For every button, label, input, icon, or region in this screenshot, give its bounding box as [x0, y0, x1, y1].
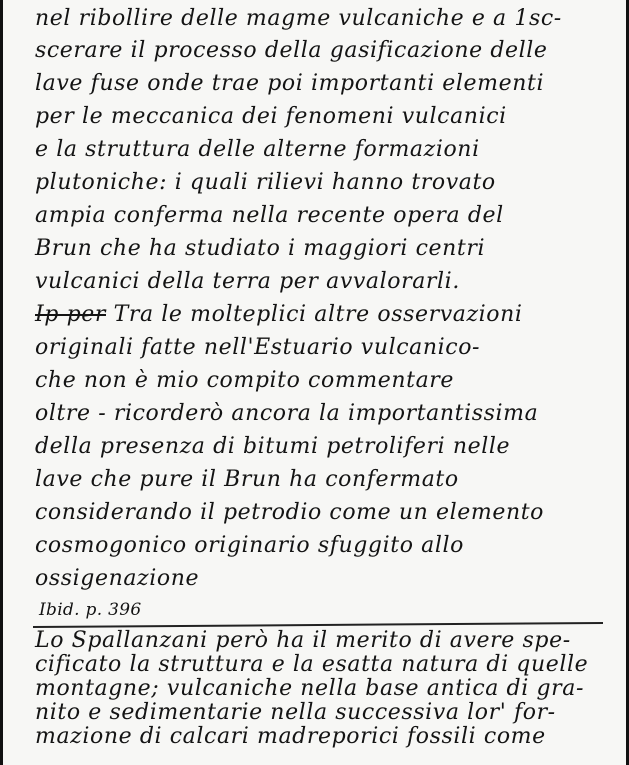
text-line-1: nel ribollire delle magme vulcaniche e a 1sc- [35, 6, 562, 31]
text-line-20: Lo Spallanzani però ha il merito di avere spe- [35, 628, 571, 653]
footnote-reference: Ibid. p. 396 [39, 600, 142, 620]
text-line-8: Brun che ha studiato i maggiori centri [35, 236, 486, 261]
text-line-22: montagne; vulcaniche nella base antica di gra- [35, 676, 585, 701]
text-line-4: per le meccanica dei fenomeni vulcanici [35, 104, 507, 129]
text-line-12: che non è mio compito commentare [35, 368, 455, 393]
text-line-23: nito e sedimentarie nella successiva lor' for- [35, 700, 556, 725]
text-line-21: cificato la struttura e la esatta natura di quelle [35, 652, 589, 677]
text-line-16: considerando il petrodio come un elemento [35, 500, 544, 525]
text-line-5: e la struttura delle alterne formazioni [35, 137, 480, 162]
text-line-24: mazione di calcari madreporici fossili come [35, 724, 546, 749]
text-line-9: vulcanici della terra per avvalorarli. [35, 269, 460, 294]
text-line-10-wrapper [35, 302, 523, 328]
text-line-6: plutoniche: i quali rilievi hanno trovato [35, 170, 496, 195]
text-line-3: lave fuse onde trae poi importanti elementi [35, 71, 545, 96]
text-line-18: ossigenazione [35, 566, 200, 591]
text-line-13: oltre - ricorderò ancora la importantissima [35, 401, 539, 426]
text-line-15: lave che pure il Brun ha confermato [35, 467, 459, 492]
text-line-10: Tra le molteplici altre osservazioni [113, 302, 523, 327]
text-line-7: ampia conferma nella recente opera del [35, 203, 504, 228]
text-line-11: originali fatte nell'Estuario vulcanico- [35, 335, 481, 360]
text-line-2: scerare il processo della gasificazione delle [35, 38, 548, 63]
text-line-14: della presenza di bitumi petroliferi nelle [35, 434, 511, 459]
text-line-17: cosmogonico originario sfuggito allo [35, 533, 464, 558]
struck-prefix: Ip per [35, 302, 106, 327]
